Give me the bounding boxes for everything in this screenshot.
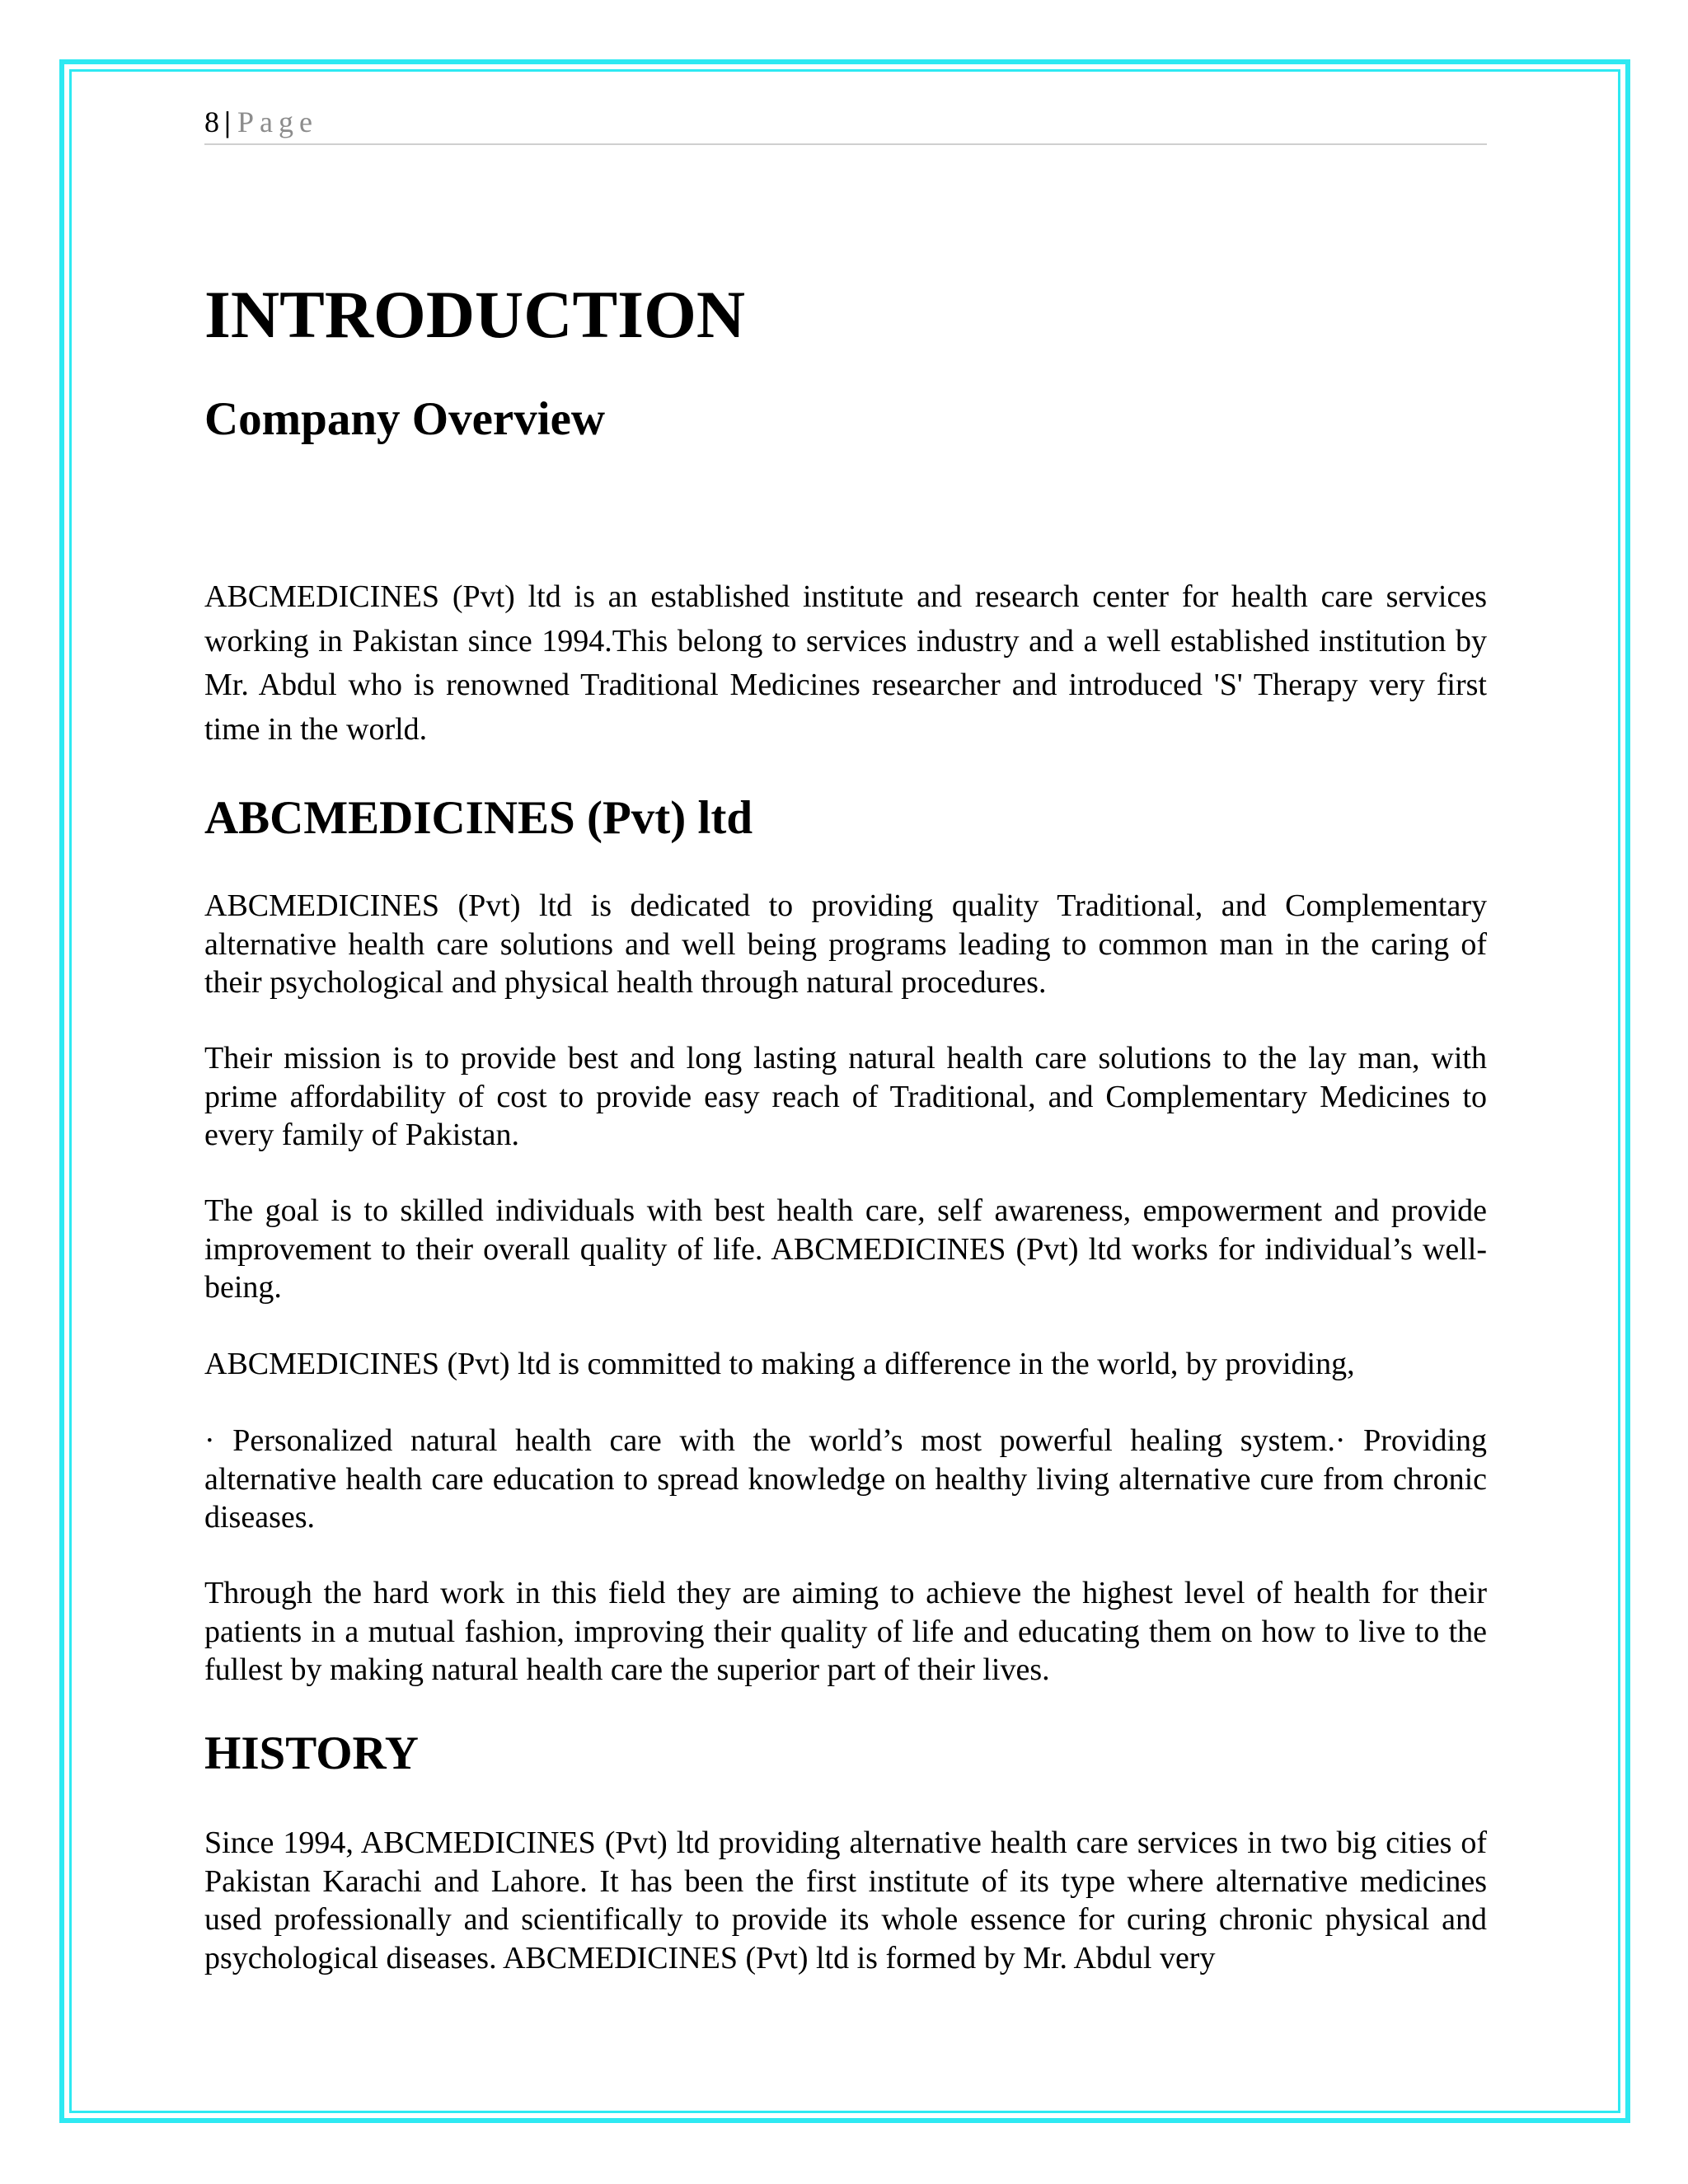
overview-paragraph: ABCMEDICINES (Pvt) ltd is an established institute and research center for health care services working in Pakistan since 1994.This belong to services industry and a well established institution by Mr. Abdul who is renowned Traditional Medicines researcher and introduced 'S' Therapy very first time in the world. (204, 579, 1487, 747)
page-number: 8 (204, 105, 219, 138)
section-heading-company: ABCMEDICINES (Pvt) ltd (204, 792, 753, 844)
company-paragraph: Their mission is to provide best and long lasting natural health care solutions to the lay man, with prime affordability of cost to provide easy reach of Traditional, and Complementary Medicines to every family of Pakistan. (204, 1041, 1487, 1152)
history-paragraph: Since 1994, ABCMEDICINES (Pvt) ltd providing alternative health care services in two big cities of Pakistan Karachi and Lahore. It has been the first institute of its type where alternative medicines used professionally and scientifically to provide its whole essence for curing chronic physical and psychological diseases. ABCMEDICINES (Pvt) ltd is formed by Mr. Abdul very (204, 1825, 1487, 1975)
section-heading-history: HISTORY (204, 1727, 419, 1779)
company-paragraph: ABCMEDICINES (Pvt) ltd is committed to making a difference in the world, by providing, (204, 1347, 1355, 1381)
page-separator: | (224, 105, 231, 138)
page-header (204, 104, 1487, 145)
page-title: INTRODUCTION (204, 277, 746, 352)
company-paragraph: · Personalized natural health care with the world’s most powerful healing system.· Providing alternative health care education to spread knowledge on healthy living alternative cure from chronic diseases. (204, 1423, 1487, 1535)
page-word: Page (237, 105, 318, 138)
section-heading-company-overview: Company Overview (204, 393, 606, 445)
company-paragraph: The goal is to skilled individuals with best health care, self awareness, empowerment and provide improvement to their overall quality of life. ABCMEDICINES (Pvt) ltd works for individual’s well-being. (204, 1193, 1487, 1305)
company-paragraph: ABCMEDICINES (Pvt) ltd is dedicated to providing quality Traditional, and Complementary alternative health care solutions and well being programs leading to common man in the caring of their psychological and physical health through natural procedures. (204, 888, 1487, 1000)
company-paragraph: Through the hard work in this field they are aiming to achieve the highest level of health for their patients in a mutual fashion, improving their quality of life and educating them on how to live to the fullest by making natural health care the superior part of their lives. (204, 1576, 1487, 1687)
